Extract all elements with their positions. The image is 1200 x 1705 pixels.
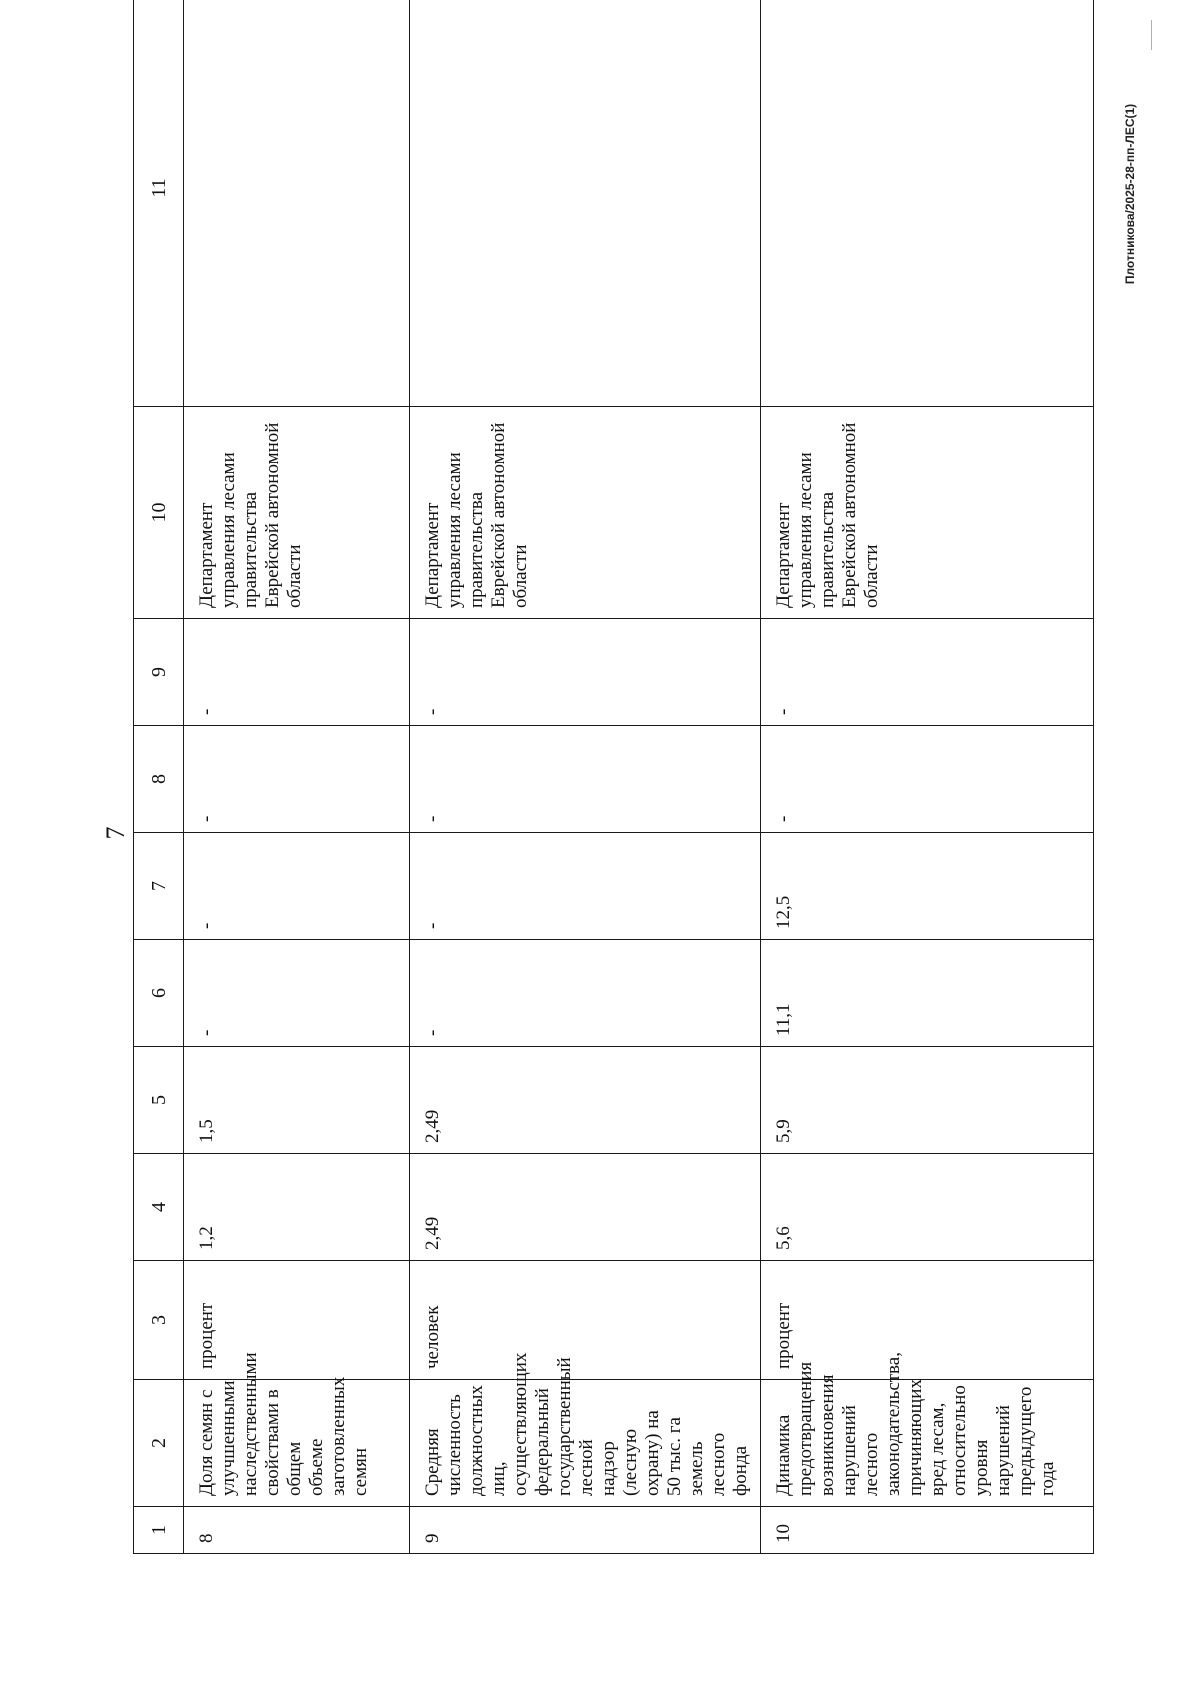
value-cell-6: - [184,940,410,1047]
value-cell-9: - [184,619,410,726]
value-cell-4: 1,2 [184,1154,410,1261]
unit-cell: человек [410,1261,761,1380]
header-cell-10: 10 [134,407,184,619]
row-number: 9 [410,1507,761,1554]
responsible-cell: Департамент управления лесами правительства Еврейской автономной области [410,407,761,619]
rotated-table-container [133,70,1093,1554]
indicator-name: Динамика предотвращения возникновения нарушений лесного законодательства, причиняющих вред лесам, относительно уровня нарушений предыдущего года [761,1380,1094,1507]
value-cell-8: - [410,726,761,833]
value-cell-7: 12,5 [761,833,1094,940]
header-cell-6: 6 [134,940,184,1047]
value-cell-6: 11,1 [761,940,1094,1047]
header-cell-5: 5 [134,1047,184,1154]
indicators-table [133,0,1094,1554]
header-cell-1: 1 [134,1507,184,1554]
header-cell-3: 3 [134,1261,184,1380]
row-number: 10 [761,1507,1094,1554]
note-cell [410,0,761,407]
table-row [761,0,1094,1554]
indicator-name: Доля семян с улучшенными наследственными свойствами в общем объеме заготовленных семян [184,1380,410,1507]
unit-cell: процент [184,1261,410,1380]
row-number: 8 [184,1507,410,1554]
value-cell-5: 1,5 [184,1047,410,1154]
value-cell-7: - [184,833,410,940]
responsible-cell: Департамент управления лесами правительства Еврейской автономной области [761,407,1094,619]
indicator-name: Средняя численность должностных лиц, осуществляющих федеральный государственный лесной надзор (лесную охрану) на 50 тыс. га земель лесного фонда [410,1380,761,1507]
value-cell-8: - [184,726,410,833]
note-cell [184,0,410,407]
margin-mark [1151,20,1152,50]
header-cell-2: 2 [134,1380,184,1507]
header-cell-8: 8 [134,726,184,833]
header-cell-4: 4 [134,1154,184,1261]
value-cell-5: 5,9 [761,1047,1094,1154]
responsible-cell: Департамент управления лесами правительства Еврейской автономной области [184,407,410,619]
header-cell-11: 11 [134,0,184,407]
table-row [184,0,410,1554]
value-cell-7: - [410,833,761,940]
value-cell-9: - [410,619,761,726]
value-cell-5: 2,49 [410,1047,761,1154]
value-cell-9: - [761,619,1094,726]
header-cell-9: 9 [134,619,184,726]
value-cell-6: - [410,940,761,1047]
value-cell-4: 5,6 [761,1154,1094,1261]
header-cell-7: 7 [134,833,184,940]
value-cell-8: - [761,726,1094,833]
value-cell-4: 2,49 [410,1154,761,1261]
document-code: Плотникова/2025-28-пп-ЛЕС(1) [1123,103,1137,285]
header-row [134,0,184,1554]
unit-cell: процент [761,1261,1094,1380]
note-cell [761,0,1094,407]
page-number: 7 [101,826,130,840]
table-row [410,0,761,1554]
